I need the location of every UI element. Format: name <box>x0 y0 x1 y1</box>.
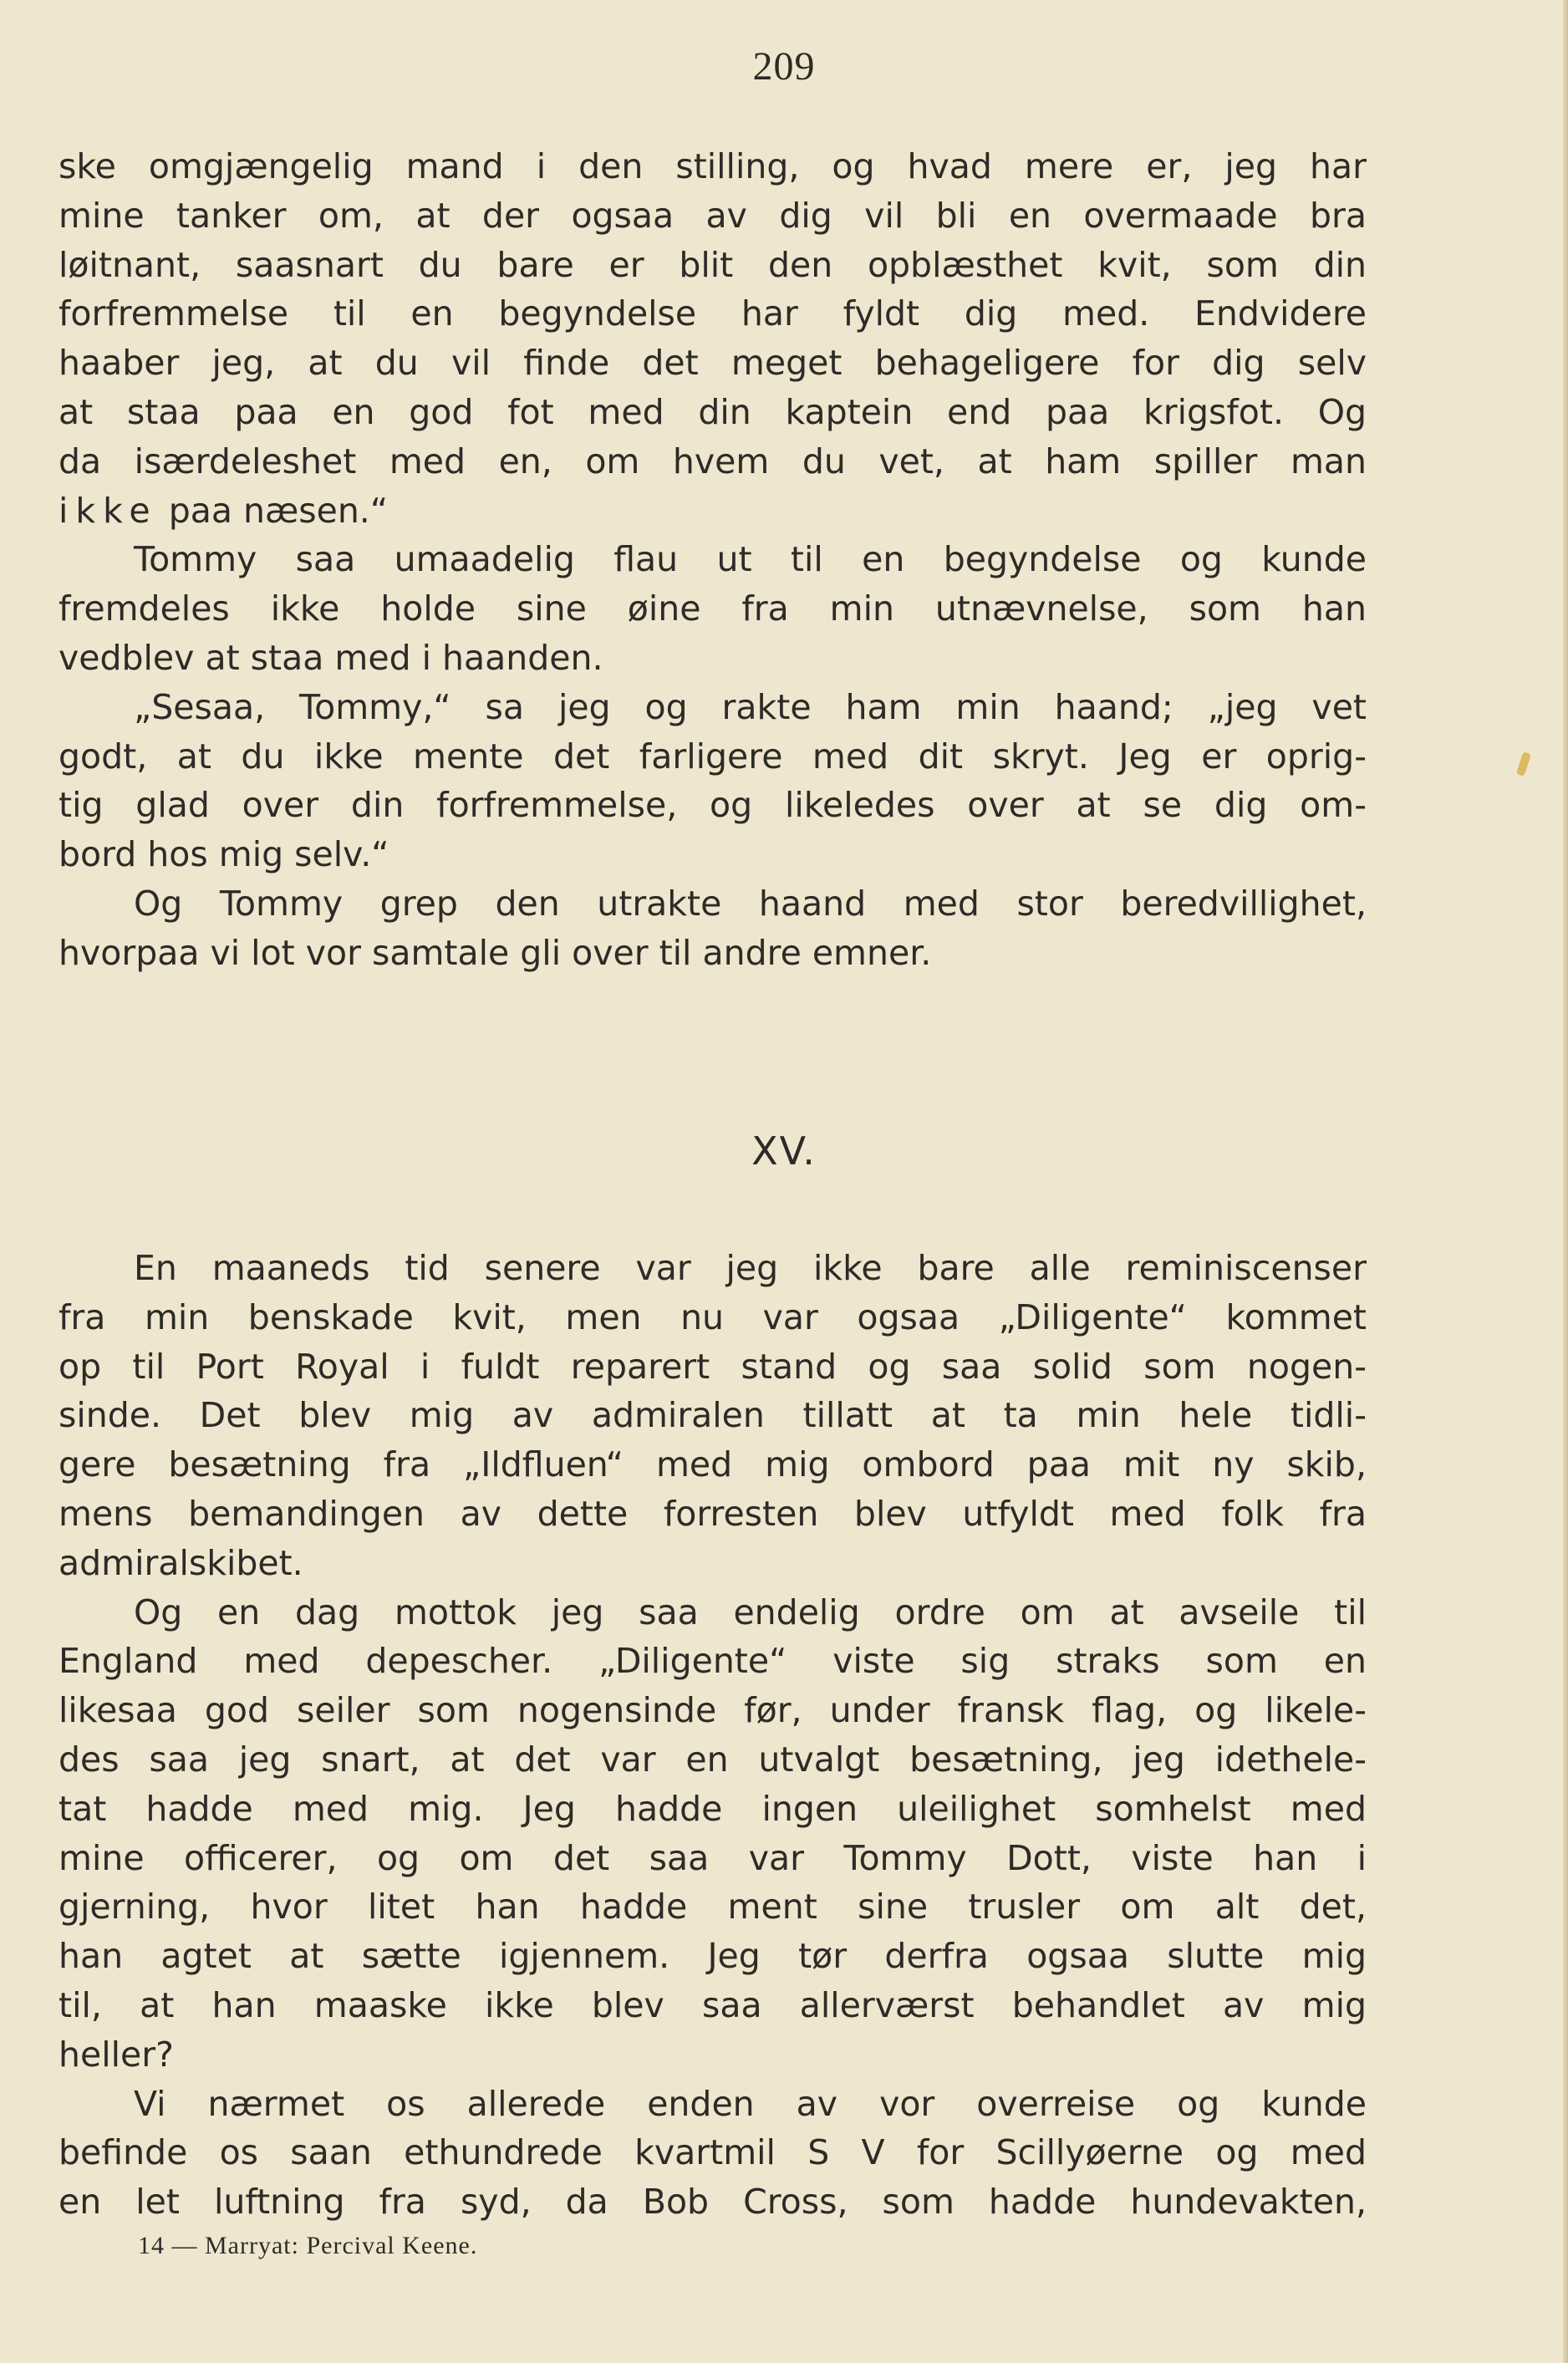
text-line: tig glad over din forfremmelse, og likeledes over at se dig om- <box>59 785 1367 826</box>
text-line <box>59 486 1367 536</box>
text-line: ske omgjængelig mand i den stilling, og hvad mere er, jeg har <box>59 146 1367 186</box>
text-line: løitnant, saasnart du bare er blit den opblæsthet kvit, som din <box>59 244 1367 285</box>
text-line: mine officerer, og om det saa var Tommy Dott, viste han i <box>59 1837 1367 1878</box>
text-line: haaber jeg, at du vil finde det meget behageligere for dig selv <box>59 343 1367 384</box>
text-line: England med depescher. „Diligente“ viste sig straks som en <box>59 1641 1367 1682</box>
text-line: Og Tommy grep den utrakte haand med stor beredvillighet, <box>134 883 1367 924</box>
text-section-chapter <box>59 1244 1367 2227</box>
text-line: hvorpaa vi lot vor samtale gli over til andre emner. <box>59 932 932 973</box>
text-line: Og en dag mottok jeg saa endelig ordre om at avseile til <box>134 1591 1367 1632</box>
text-line: En maaneds tid senere var jeg ikke bare alle reminiscenser <box>134 1248 1367 1288</box>
text-line: mens bemandingen av dette forresten blev utfyldt med folk fra <box>59 1493 1367 1534</box>
text-line-remainder: paa næsen.“ <box>168 490 389 531</box>
page-number: 209 <box>752 44 816 89</box>
text-line: heller? <box>59 2034 174 2075</box>
text-line: tat hadde med mig. Jeg hadde ingen uleilighet somhelst med <box>59 1788 1367 1829</box>
page-edge-shadow <box>1563 0 1568 2363</box>
text-line: sinde. Det blev mig av admiralen tillatt at ta min hele tidli- <box>59 1395 1367 1436</box>
text-section-continued <box>59 142 1367 978</box>
text-line: op til Port Royal i fuldt reparert stand og saa solid som nogen- <box>59 1346 1367 1387</box>
text-line: gere besætning fra „Ildfluen“ med mig ombord paa mit ny skib, <box>59 1444 1367 1485</box>
text-line: mine tanker om, at der ogsaa av dig vil bli en overmaade bra <box>59 195 1367 236</box>
text-line: han agtet at sætte igjennem. Jeg tør derfra ogsaa slutte mig <box>59 1936 1367 1977</box>
text-line: godt, at du ikke mente det farligere med dit skryt. Jeg er oprig- <box>59 736 1367 777</box>
text-line: til, at han maaske ikke blev saa allerværst behandlet av mig <box>59 1984 1367 2025</box>
text-line: likesaa god seiler som nogensinde før, under fransk flag, og likele- <box>59 1690 1367 1731</box>
text-line: „Sesaa, Tommy,“ sa jeg og rakte ham min haand; „jeg vet <box>134 686 1367 727</box>
text-line: des saa jeg snart, at det var en utvalgt besætning, jeg idethele- <box>59 1739 1367 1780</box>
paper-speck <box>1516 751 1531 777</box>
text-line: gjerning, hvor litet han hadde ment sine trusler om alt det, <box>59 1887 1367 1928</box>
text-line: da isærdeleshet med en, om hvem du vet, at ham spiller man <box>59 441 1367 481</box>
text-line: fra min benskade kvit, men nu var ogsaa „Diligente“ kommet <box>59 1296 1367 1337</box>
footer-signature: 14 — Marryat: Percival Keene. <box>138 2232 478 2259</box>
text-line: Tommy saa umaadelig flau ut til en begyndelse og kunde <box>134 539 1367 580</box>
text-line: Vi nærmet os allerede enden av vor overreise og kunde <box>134 2083 1367 2124</box>
emphasized-word: ikke <box>59 490 158 531</box>
text-line: fremdeles ikke holde sine øine fra min utnævnelse, som han <box>59 588 1367 629</box>
text-line: admiralskibet. <box>59 1542 303 1583</box>
chapter-heading: XV. <box>751 1128 817 1174</box>
text-line: forfremmelse til en begyndelse har fyldt dig med. Endvidere <box>59 293 1367 334</box>
text-line: at staa paa en god fot med din kaptein end paa krigsfot. Og <box>59 391 1367 432</box>
text-line: befinde os saan ethundrede kvartmil S V for Scillyøerne og med <box>59 2132 1367 2173</box>
text-line: bord hos mig selv.“ <box>59 834 389 875</box>
text-line: vedblev at staa med i haanden. <box>59 637 603 678</box>
text-line: en let luftning fra syd, da Bob Cross, som hadde hundevakten, <box>59 2182 1367 2223</box>
